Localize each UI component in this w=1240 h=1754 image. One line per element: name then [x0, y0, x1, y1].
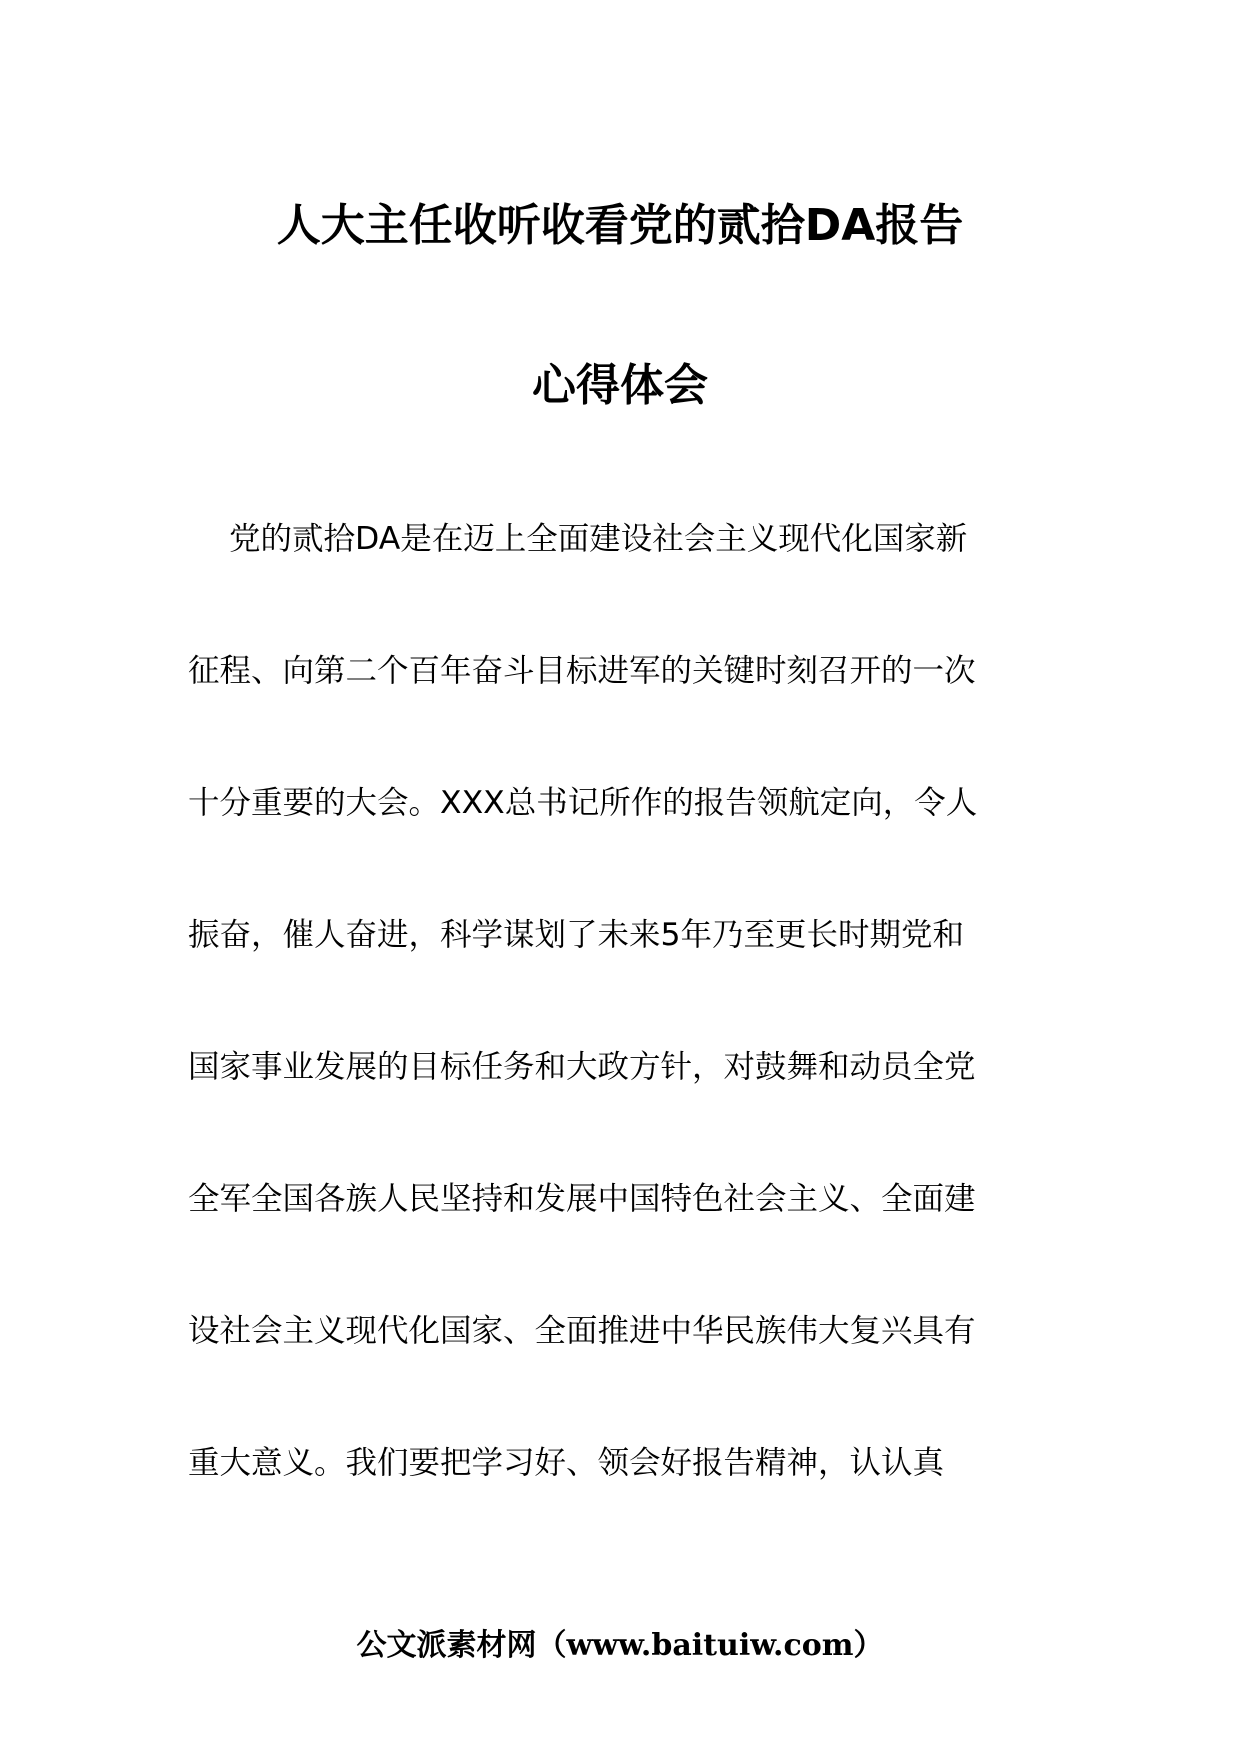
- page-footer: 公文派素材网（www.baituiw.com）: [356, 1628, 884, 1663]
- document-title-line-2: 心得体会: [532, 360, 708, 411]
- body-text-line: 征程、向第二个百年奋斗目标进军的关键时刻召开的一次: [188, 653, 976, 689]
- body-text-line: 全军全国各族人民坚持和发展中国特色社会主义、全面建: [188, 1181, 976, 1217]
- body-text-line: 国家事业发展的目标任务和大政方针，对鼓舞和动员全党: [188, 1049, 976, 1085]
- body-text-line: 十分重要的大会。XXX总书记所作的报告领航定向，令人: [188, 785, 978, 821]
- body-text-line: 重大意义。我们要把学习好、领会好报告精神，认认真: [188, 1445, 945, 1481]
- body-text-line: 设社会主义现代化国家、全面推进中华民族伟大复兴具有: [188, 1313, 976, 1349]
- body-text-line: 党的贰拾DA是在迈上全面建设社会主义现代化国家新: [229, 521, 968, 557]
- document-title-line-1: 人大主任收听收看党的贰拾DA报告: [276, 200, 964, 251]
- body-text-line: 振奋，催人奋进，科学谋划了未来5年乃至更长时期党和: [188, 917, 965, 953]
